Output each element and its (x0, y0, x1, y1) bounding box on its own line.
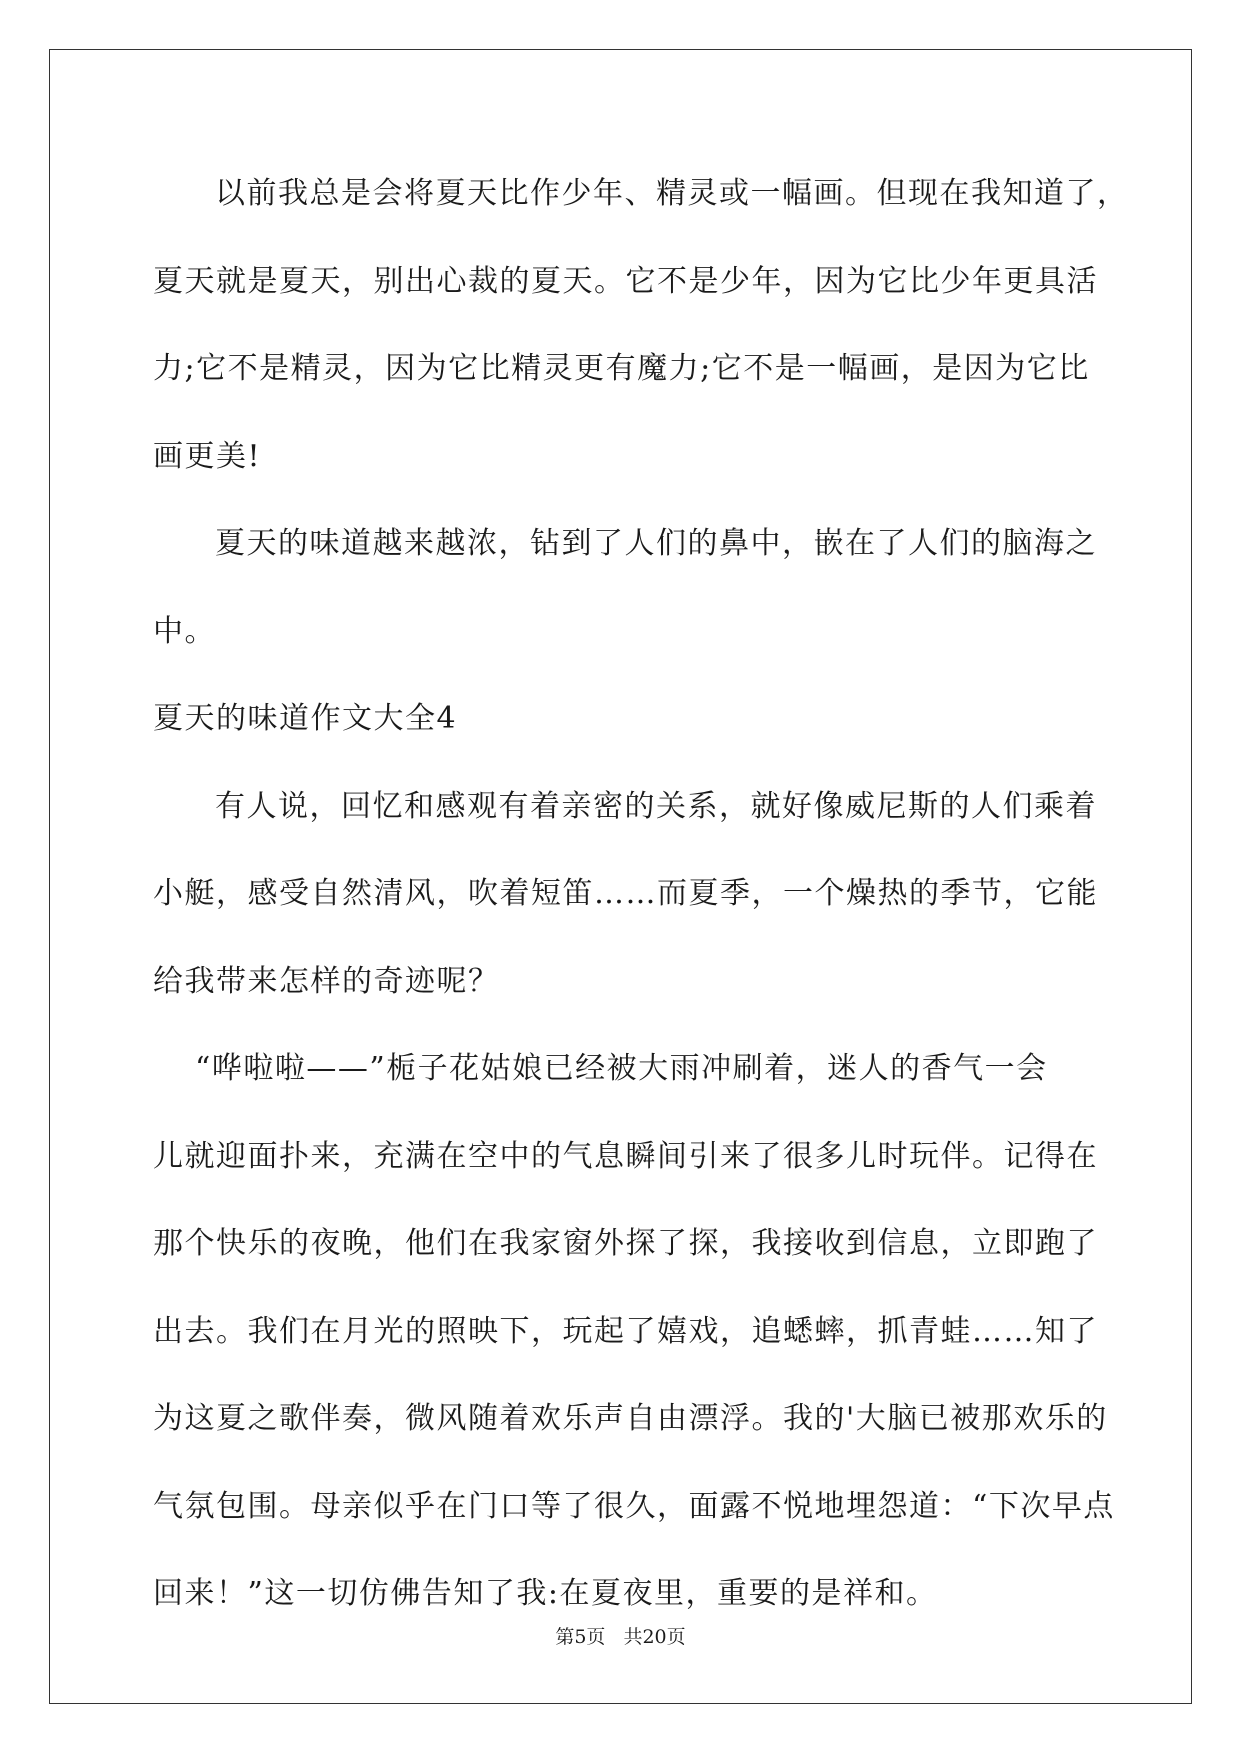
page-total: 共20页 (623, 1626, 686, 1648)
paragraph-line: 儿就迎面扑来，充满在空中的气息瞬间引来了很多儿时玩伴。记得在 (153, 1138, 1098, 1174)
paragraph-line: 那个快乐的夜晚，他们在我家窗外探了探，我接收到信息，立即跑了 (153, 1226, 1098, 1261)
paragraph-line: 小艇，感受自然清风，吹着短笛……而夏季，一个燥热的季节，它能 (153, 876, 1098, 911)
document-body (153, 150, 1129, 1638)
paragraph-line: 画更美! (153, 438, 262, 474)
paragraph-line: 回来！”这一切仿佛告知了我:在夏夜里，重要的是祥和。 (153, 1576, 938, 1611)
paragraph-line: “哗啦啦——”栀子花姑娘已经被大雨冲刷着，迷人的香气一会 (195, 1051, 1048, 1086)
paragraph-line: 力;它不是精灵，因为它比精灵更有魔力;它不是一幅画，是因为它比 (153, 351, 1090, 386)
page-footer (0, 1622, 1241, 1649)
page-number: 第5页 (555, 1626, 606, 1648)
paragraph-line: 气氛包围。母亲似乎在门口等了很久，面露不悦地埋怨道：“下次早点 (153, 1488, 1115, 1524)
paragraph-line: 为这夏之歌伴奏，微风随着欢乐声自由漂浮。我的'大脑已被那欢乐的 (153, 1401, 1108, 1436)
section-heading: 夏天的味道作文大全4 (153, 701, 458, 736)
paragraph-line: 夏天就是夏天，别出心裁的夏天。它不是少年，因为它比少年更具活 (153, 263, 1098, 299)
paragraph-line: 以前我总是会将夏天比作少年、精灵或一幅画。但现在我知道了， (215, 176, 1129, 211)
paragraph-line: 给我带来怎样的奇迹呢？ (153, 963, 500, 999)
paragraph-line: 有人说，回忆和感观有着亲密的关系，就好像威尼斯的人们乘着 (215, 788, 1097, 824)
paragraph-line: 出去。我们在月光的照映下，玩起了嬉戏，追蟋蟀，抓青蛙……知了 (153, 1313, 1098, 1349)
paragraph-line: 夏天的味道越来越浓，钻到了人们的鼻中，嵌在了人们的脑海之 (215, 526, 1097, 561)
paragraph-line: 中。 (153, 613, 216, 649)
